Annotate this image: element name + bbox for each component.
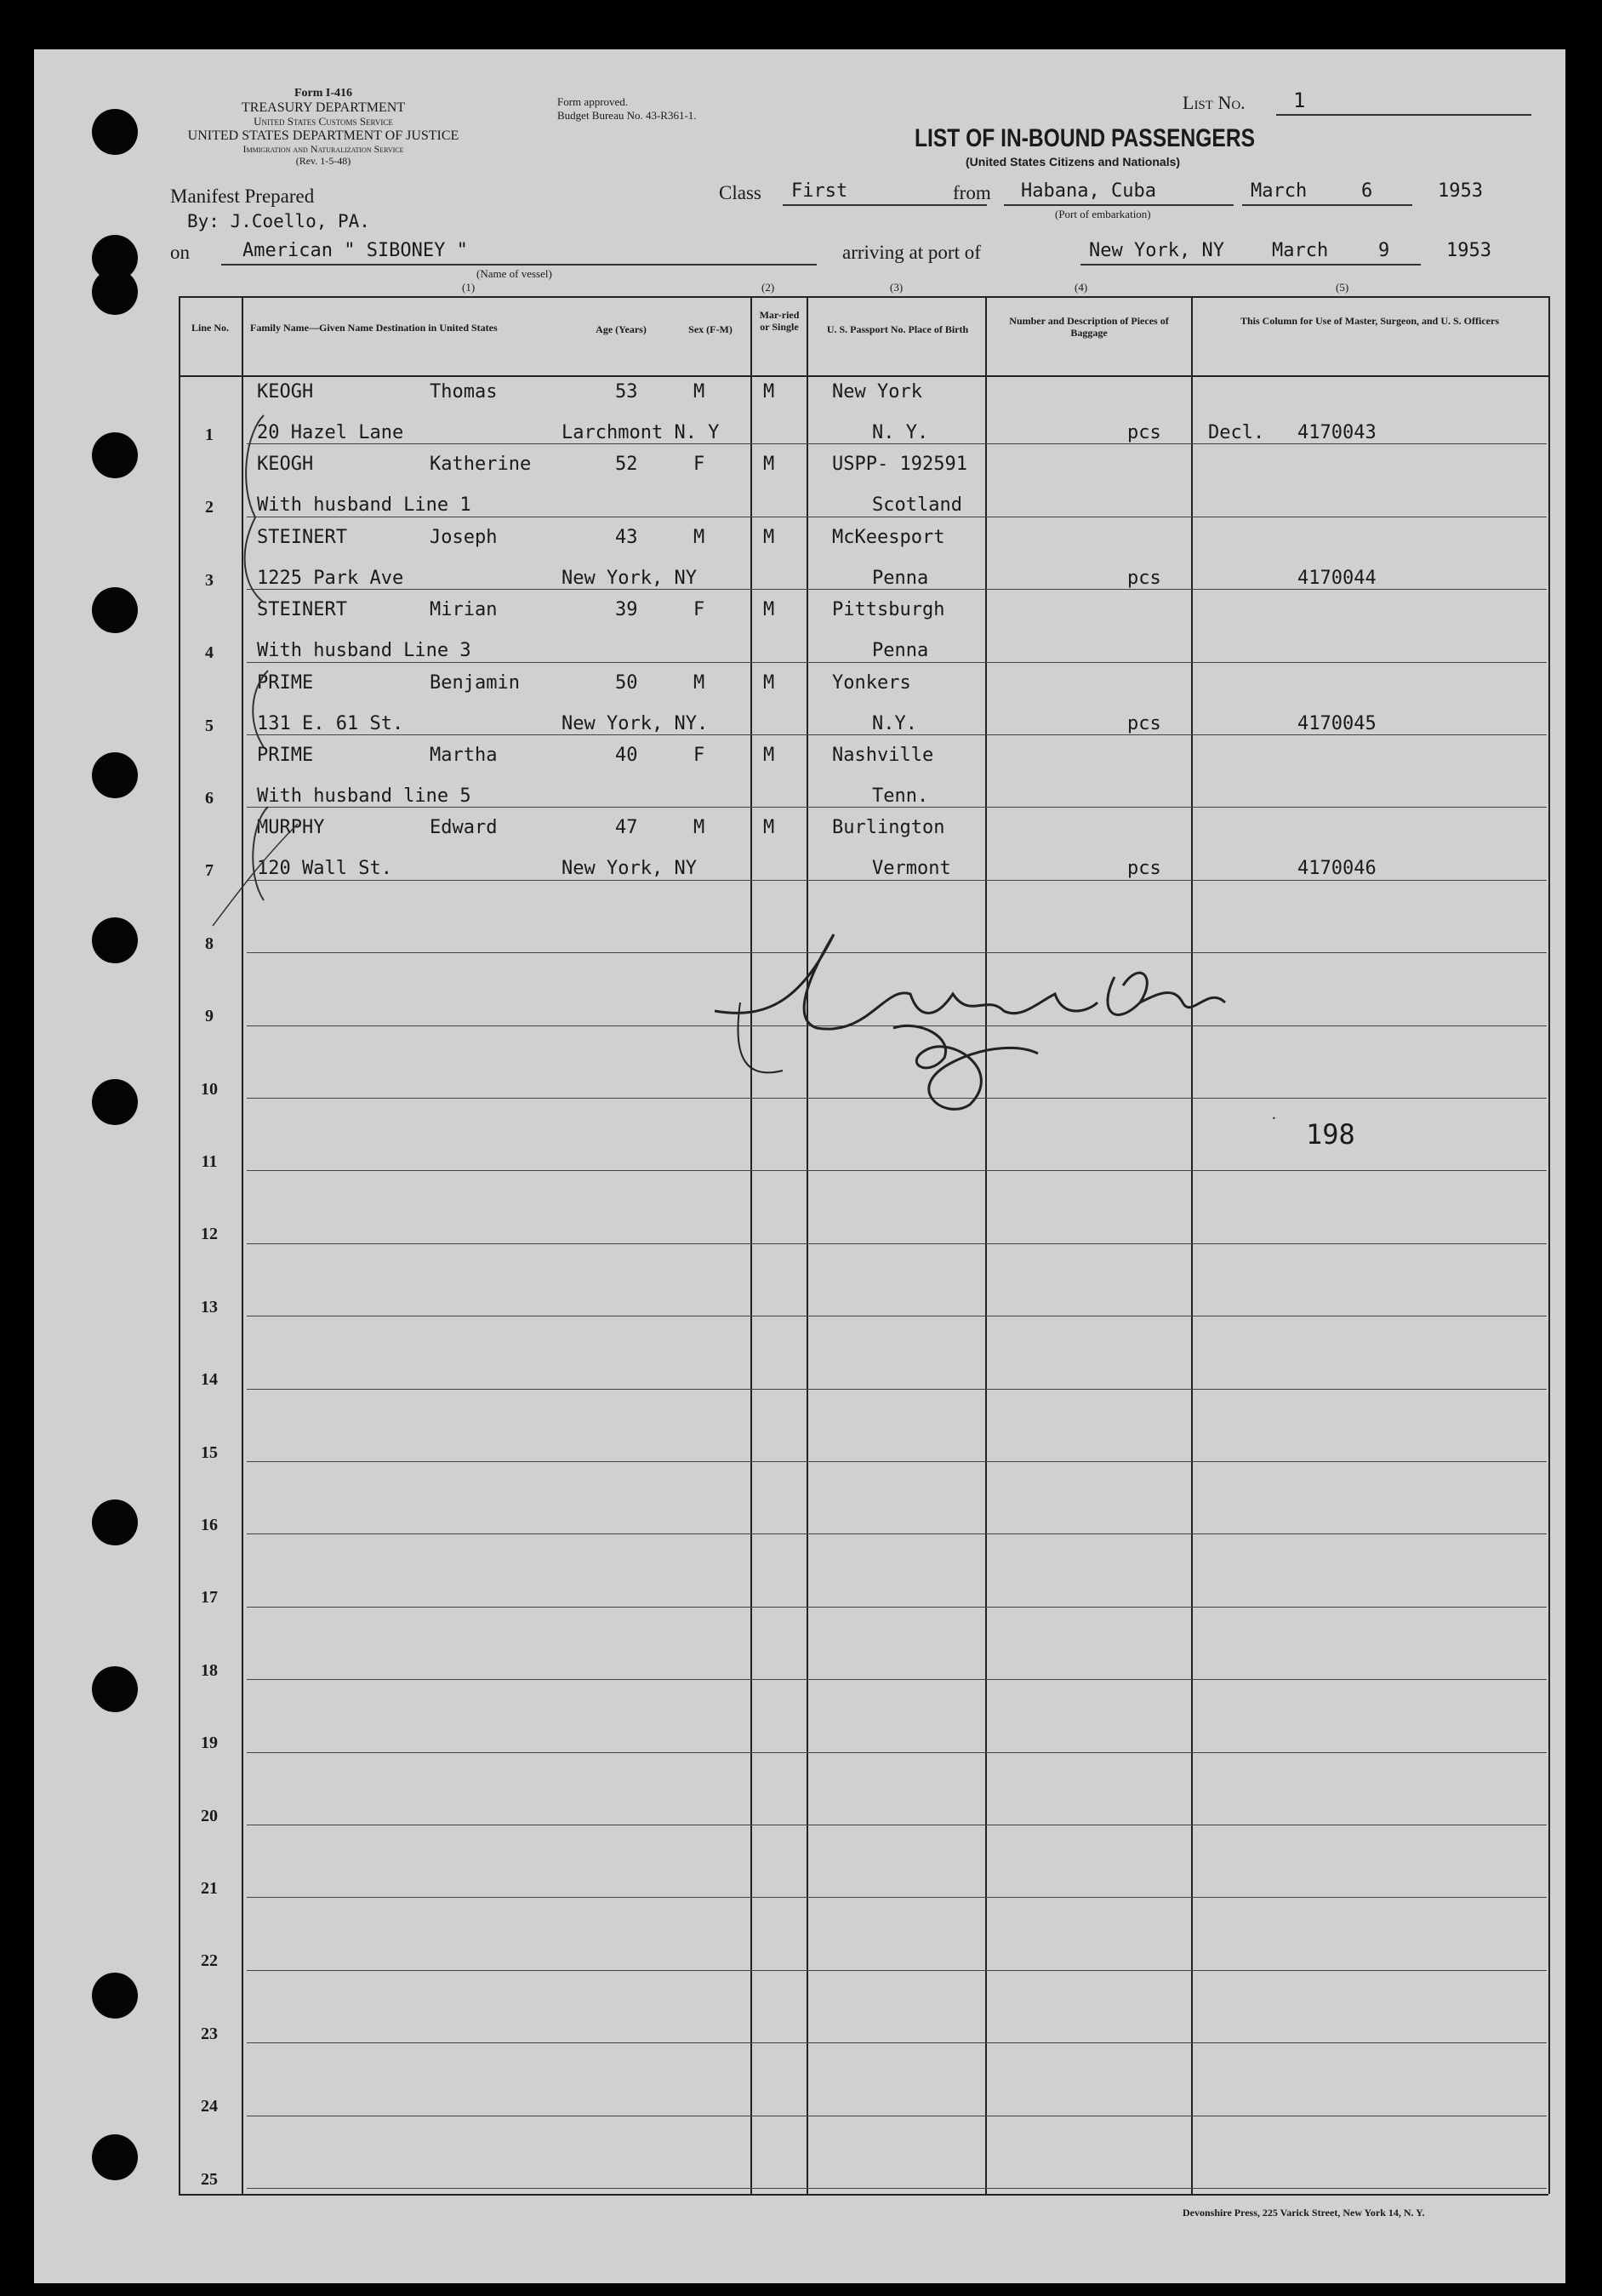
punch-hole bbox=[92, 1079, 138, 1125]
punch-hole bbox=[92, 432, 138, 478]
col-num: (1) bbox=[462, 281, 476, 294]
age: 47 bbox=[615, 817, 638, 839]
family-name: PRIME bbox=[257, 745, 314, 766]
given-name: Katherine bbox=[430, 454, 532, 476]
row-rule bbox=[247, 443, 1547, 444]
birth-state: Scotland bbox=[872, 494, 962, 517]
passport-or-birthplace: Nashville bbox=[832, 745, 934, 766]
row-rule bbox=[247, 734, 1547, 735]
age: 53 bbox=[615, 381, 638, 403]
birth-state: Vermont bbox=[872, 858, 951, 880]
city: Larchmont N. Y bbox=[562, 422, 720, 443]
family-name: STEINERT bbox=[257, 526, 347, 548]
rev-label: (Rev. 1-5-48) bbox=[295, 155, 351, 167]
married: M bbox=[763, 454, 775, 476]
port-embark-caption: (Port of embarkation) bbox=[1055, 208, 1151, 220]
address: With husband Line 3 bbox=[257, 640, 471, 662]
arrival-year: 1953 bbox=[1446, 240, 1491, 261]
col-married: Mar-ried or Single bbox=[759, 309, 800, 333]
address: 120 Wall St. bbox=[257, 858, 392, 880]
line-number: 21 bbox=[201, 1879, 218, 1898]
given-name: Martha bbox=[430, 745, 498, 766]
married: M bbox=[763, 671, 775, 694]
city: New York, NY bbox=[562, 858, 697, 880]
col-baggage: Number and Description of Pieces of Baggage bbox=[1009, 315, 1169, 339]
arrival-month: March bbox=[1272, 240, 1329, 261]
row-rule bbox=[247, 589, 1547, 590]
age: 52 bbox=[615, 454, 638, 476]
form-approved: Form approved. bbox=[557, 95, 629, 108]
row-rule bbox=[247, 1897, 1547, 1898]
city: New York, NY. bbox=[562, 712, 709, 734]
manifest-prepared: Manifest Prepared bbox=[170, 186, 315, 207]
line-number: 10 bbox=[201, 1079, 218, 1099]
punch-hole bbox=[92, 587, 138, 633]
line-number: 11 bbox=[201, 1152, 218, 1171]
list-no-label: List No. bbox=[1183, 92, 1246, 113]
passport-or-birthplace: USPP- 192591 bbox=[832, 454, 967, 476]
vessel-caption: (Name of vessel) bbox=[476, 267, 552, 280]
row-rule bbox=[247, 662, 1547, 663]
class-value: First bbox=[791, 180, 848, 202]
married: M bbox=[763, 526, 775, 548]
budget-bureau: Budget Bureau No. 43-R361-1. bbox=[557, 109, 697, 122]
line-number: 2 bbox=[205, 498, 214, 517]
sex: M bbox=[693, 671, 705, 694]
prepared-by: By: J.Coello, PA. bbox=[187, 211, 370, 231]
officer-number: 4170045 bbox=[1297, 712, 1377, 734]
given-name: Edward bbox=[430, 817, 498, 839]
row-rule bbox=[247, 807, 1547, 808]
from-label: from bbox=[953, 182, 991, 203]
sex: M bbox=[693, 817, 705, 839]
line-number: 18 bbox=[201, 1660, 218, 1680]
line-number: 23 bbox=[201, 2024, 218, 2043]
line-number: 15 bbox=[201, 1442, 218, 1462]
baggage: pcs bbox=[1127, 422, 1161, 443]
line-number: 9 bbox=[205, 1007, 214, 1026]
age: 39 bbox=[615, 599, 638, 621]
family-name: KEOGH bbox=[257, 381, 314, 403]
form-id: Form I-416 bbox=[294, 87, 353, 100]
col-num: (4) bbox=[1075, 281, 1088, 294]
address: 20 Hazel Lane bbox=[257, 422, 404, 443]
from-year: 1953 bbox=[1438, 180, 1483, 202]
row-rule bbox=[247, 2188, 1547, 2189]
punch-hole bbox=[92, 1499, 138, 1545]
col-num: (2) bbox=[761, 281, 775, 294]
punch-hole bbox=[92, 1666, 138, 1712]
age: 40 bbox=[615, 745, 638, 766]
married: M bbox=[763, 381, 775, 403]
passport-or-birthplace: Pittsburgh bbox=[832, 599, 945, 621]
sex: F bbox=[693, 745, 705, 766]
row-rule bbox=[247, 1170, 1547, 1171]
arrival-port: New York, NY bbox=[1089, 240, 1224, 261]
sex: F bbox=[693, 454, 705, 476]
given-name: Joseph bbox=[430, 526, 498, 548]
city: New York, NY bbox=[562, 567, 697, 589]
col-num: (3) bbox=[890, 281, 904, 294]
line-number: 16 bbox=[201, 1516, 218, 1534]
line-number: 8 bbox=[205, 934, 214, 953]
married: M bbox=[763, 817, 775, 839]
punch-hole bbox=[92, 269, 138, 315]
declaration: Decl. bbox=[1208, 422, 1265, 443]
col-age: Age (Years) bbox=[596, 323, 647, 335]
stamp-number: 198 bbox=[1306, 1118, 1355, 1151]
row-rule bbox=[247, 1970, 1547, 1971]
line-number: 5 bbox=[205, 716, 214, 735]
customs-label: United States Customs Service bbox=[254, 115, 393, 128]
punch-hole bbox=[92, 917, 138, 963]
family-name: MURPHY bbox=[257, 817, 325, 839]
address: 1225 Park Ave bbox=[257, 567, 404, 589]
col-sex: Sex (F-M) bbox=[688, 323, 733, 335]
ins-label: Immigration and Naturalization Service bbox=[242, 143, 404, 155]
col-line-no: Line No. bbox=[191, 322, 229, 334]
birth-state: Penna bbox=[872, 640, 929, 662]
treasury-label: TREASURY DEPARTMENT bbox=[241, 100, 406, 115]
passport-or-birthplace: New York bbox=[832, 381, 922, 403]
form-title: LIST OF IN-BOUND PASSENGERS bbox=[915, 124, 1256, 152]
given-name: Thomas bbox=[430, 381, 498, 403]
line-number: 17 bbox=[201, 1588, 218, 1608]
birth-state: Tenn. bbox=[872, 785, 929, 807]
punch-hole bbox=[92, 2134, 138, 2180]
given-name: Benjamin bbox=[430, 671, 520, 694]
sex: M bbox=[693, 381, 705, 403]
line-number: 19 bbox=[201, 1733, 218, 1753]
officer-number: 4170044 bbox=[1297, 567, 1377, 589]
passport-or-birthplace: Burlington bbox=[832, 817, 945, 839]
doj-label: UNITED STATES DEPARTMENT OF JUSTICE bbox=[187, 129, 459, 143]
arriving-label: arriving at port of bbox=[842, 242, 981, 263]
line-number: 14 bbox=[201, 1370, 218, 1390]
col-num: (5) bbox=[1336, 281, 1349, 294]
married: M bbox=[763, 599, 775, 621]
punch-hole bbox=[92, 109, 138, 155]
line-number: 4 bbox=[205, 643, 214, 663]
family-name: PRIME bbox=[257, 671, 314, 694]
address: With husband Line 1 bbox=[257, 494, 471, 517]
officer-number: 4170046 bbox=[1297, 858, 1377, 880]
line-number: 20 bbox=[201, 1806, 218, 1825]
from-month: March bbox=[1251, 180, 1308, 202]
punch-hole bbox=[92, 752, 138, 798]
signature bbox=[698, 909, 1344, 1130]
list-no-value: 1 bbox=[1293, 89, 1306, 112]
passport-or-birthplace: McKeesport bbox=[832, 526, 945, 548]
row-rule bbox=[247, 1752, 1547, 1753]
from-day: 6 bbox=[1361, 180, 1373, 202]
bracket-marks bbox=[204, 381, 306, 943]
address: With husband line 5 bbox=[257, 785, 471, 807]
row-rule bbox=[247, 1389, 1547, 1390]
age: 43 bbox=[615, 526, 638, 548]
col-passport: U. S. Passport No. Place of Birth bbox=[826, 323, 969, 335]
line-number: 24 bbox=[201, 2097, 218, 2116]
row-rule bbox=[247, 1243, 1547, 1244]
birth-state: N. Y. bbox=[872, 422, 929, 443]
col-officers: This Column for Use of Master, Surgeon, and U. S. Officers bbox=[1240, 315, 1499, 327]
row-rule bbox=[247, 1461, 1547, 1462]
birth-state: N.Y. bbox=[872, 712, 917, 734]
line-number: 6 bbox=[205, 789, 214, 808]
manifest-sheet: Form I-416 TREASURY DEPARTMENT United States Customs Service UNITED STATES DEPARTMENT OF JUSTICE Immigration and Naturalization Service (Rev. 1-5-48) Form approved. Budget Bureau No. 43-R361-1. List No. 1 LIST OF IN-BOUND PASSENGERS (United States Citizens and Nationals) Manifest Prepared By: J.Coello, PA. Class First from Habana, Cuba March 6 1953 (Port of embarkation) on American " SIBONEY " (Name of vessel) arriving at port of New York, NY March 9 1953 (1) (2) (3) (4) (5) Line No. Family Name—Given Name Destination in United States Age (Years) Sex (F-M) Mar-ried or Single U. S. Passport No. Place of Birth Number and Description of Pieces of Baggage This Column for Use of Master, Surgeon, and U. S. Officers 1 KEOGH Thomas 53 M M New York 20 Hazel Lane Larchmont N. Y N. Y. pcs Decl. 4170043 2 KEOGH Katherine 52 F M USPP- 192591 With husband Line 1 Scotland 3 STEINERT Joseph 43 M M McKeesport 1225 Park Ave New York, NY Penna pcs 4170044 4 STEINERT Mirian 39 F M Pittsburgh With husband Line 3 Penna 5 PRIME Benjamin 50 M M Yonkers 131 E. 61 St. New York, NY. N.Y. pcs 4170045 6 PRIME Martha 40 F M Nashville With husband line 5 Tenn. 7 MURPHY Edward 47 M M Burlington 120 Wall St. New York, NY Vermont pcs 4170046 8 9 10 11 12 13 14 15 16 17 18 19 20 21 22 23 24 25 • 198 Devonshire Press, 225 Varick Street, New York 14, N. Y. bbox=[34, 49, 1565, 2283]
address: 131 E. 61 St. bbox=[257, 712, 404, 734]
printer-footer: Devonshire Press, 225 Varick Street, New York 14, N. Y. bbox=[1183, 2207, 1425, 2219]
baggage: pcs bbox=[1127, 858, 1161, 880]
row-rule bbox=[247, 880, 1547, 881]
row-rule bbox=[247, 2042, 1547, 2043]
family-name: STEINERT bbox=[257, 599, 347, 621]
row-rule bbox=[247, 1607, 1547, 1608]
col-name: Family Name—Given Name Destination in United States bbox=[250, 322, 498, 334]
from-port: Habana, Cuba bbox=[1021, 180, 1156, 202]
sex: M bbox=[693, 526, 705, 548]
arrival-day: 9 bbox=[1378, 240, 1390, 261]
baggage: pcs bbox=[1127, 567, 1161, 589]
age: 50 bbox=[615, 671, 638, 694]
line-number: 13 bbox=[201, 1297, 218, 1316]
line-number: 3 bbox=[205, 570, 214, 590]
passport-or-birthplace: Yonkers bbox=[832, 671, 911, 694]
line-number: 7 bbox=[205, 861, 214, 881]
birth-state: Penna bbox=[872, 567, 929, 589]
form-subtitle: (United States Citizens and Nationals) bbox=[966, 155, 1181, 168]
class-label: Class bbox=[719, 182, 761, 203]
family-name: KEOGH bbox=[257, 454, 314, 476]
sex: F bbox=[693, 599, 705, 621]
baggage: pcs bbox=[1127, 712, 1161, 734]
line-number: 12 bbox=[201, 1225, 218, 1244]
line-number: 1 bbox=[205, 426, 214, 444]
officer-number: 4170043 bbox=[1297, 422, 1377, 443]
line-number: 22 bbox=[201, 1951, 218, 1971]
married: M bbox=[763, 745, 775, 766]
row-rule bbox=[247, 1679, 1547, 1680]
on-label: on bbox=[170, 242, 190, 263]
line-number: 25 bbox=[201, 2169, 218, 2189]
given-name: Mirian bbox=[430, 599, 498, 621]
vessel-name: American " SIBONEY " bbox=[242, 240, 468, 261]
punch-hole bbox=[92, 1973, 138, 2019]
